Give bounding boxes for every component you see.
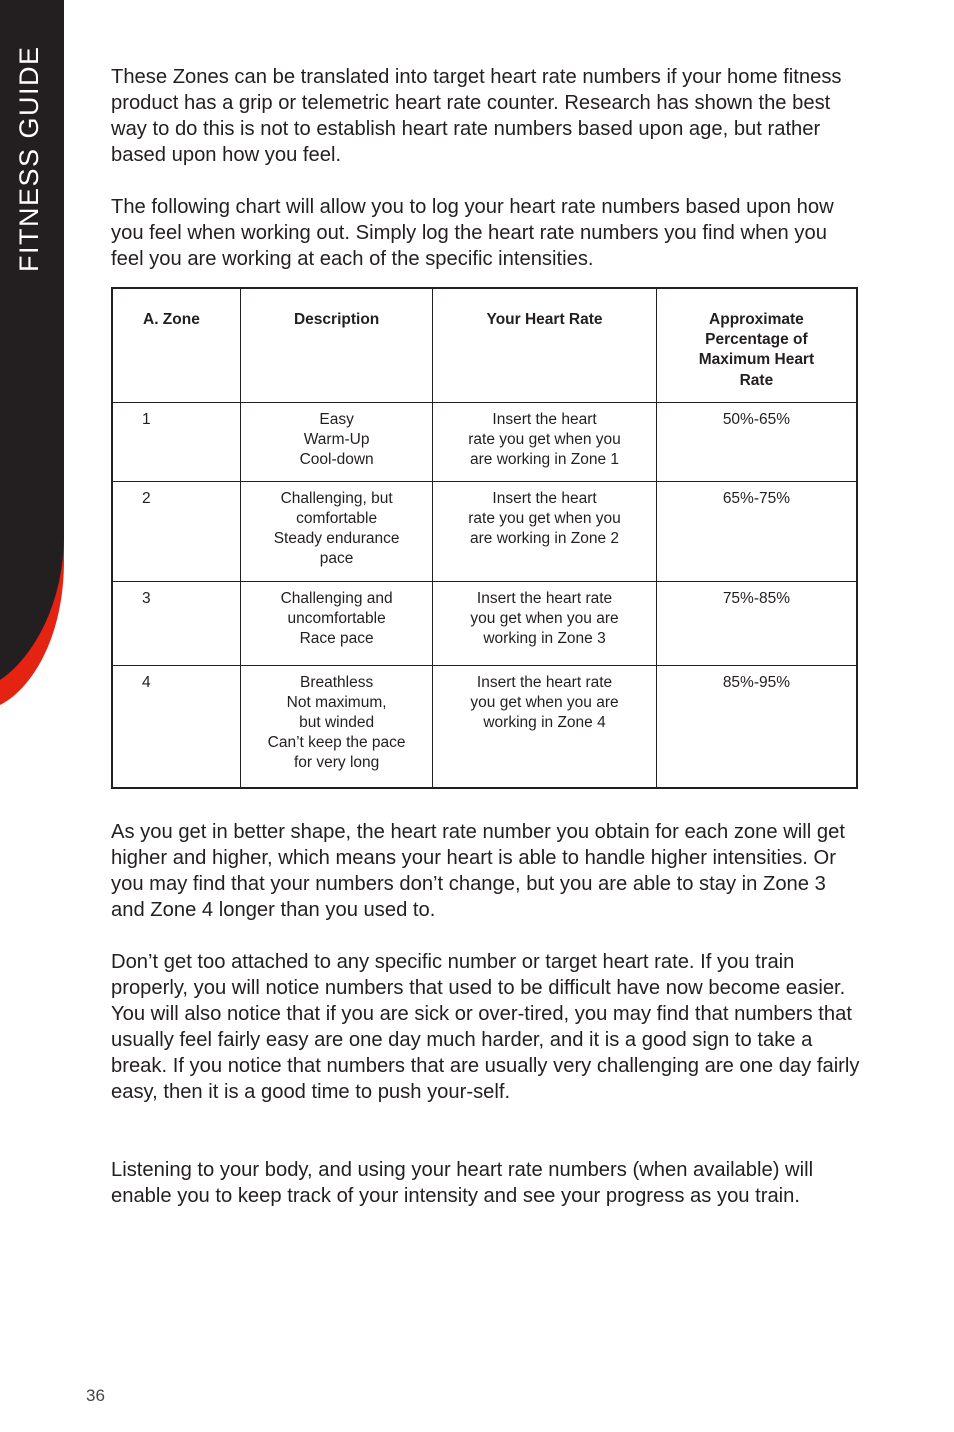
percentage-cell: 85%-95% [656,665,857,788]
heart-rate-cell: Insert the heart rate you get when you are working in Zone 4 [433,665,657,788]
header-heart-rate: Your Heart Rate [433,288,657,402]
heart-rate-cell: Insert the heart rate you get when you are working in Zone 2 [433,481,657,581]
header-zone: A. Zone [112,288,241,402]
zone-cell: 4 [112,665,241,788]
listening-paragraph: Listening to your body, and using your heart rate numbers (when available) will enable you to keep track of your intensity and see your progress as you train. [111,1159,814,1207]
header-description: Description [241,288,433,402]
header-percentage: Approximate Percentage of Maximum Heart Rate [656,288,857,402]
description-cell: Challenging, but comfortable Steady endurance pace [241,481,433,581]
heart-rate-cell: Insert the heart rate you get when you are working in Zone 1 [433,402,657,481]
sidebar-band [0,0,66,720]
table-header-row [112,288,857,402]
percentage-cell: 75%-85% [656,581,857,665]
description-cell: Easy Warm-Up Cool-down [241,402,433,481]
zone-cell: 3 [112,581,241,665]
zone-cell: 2 [112,481,241,581]
table-row [112,402,857,481]
page-number: 36 [86,1386,105,1405]
description-cell: Breathless Not maximum, but winded Can’t keep the pace for very long [241,665,433,788]
heart-rate-zone-table [111,287,858,789]
section-label: FITNESS GUIDE [14,45,44,272]
attachment-paragraph: Don’t get too attached to any specific number or target heart rate. If you train properly, you will notice numbers that used to be difficult have now become easier. You will also notice that if you are sick or over-tired, you may find that numbers that usually feel fairly easy are one day much harder, and it is a good sign to take a break. If you notice that numbers that are usually very challenging are one day fairly easy, then it is a good time to push your-self. [111,951,860,1103]
chart-instructions-paragraph: The following chart will allow you to log your heart rate numbers based upon how you feel when working out. Simply log the heart rate numbers you find when you feel you are working at each of the specific intensities. [111,196,834,270]
percentage-cell: 65%-75% [656,481,857,581]
zone-cell: 1 [112,402,241,481]
progress-paragraph: As you get in better shape, the heart rate number you obtain for each zone will get higher and higher, which means your heart is able to handle higher intensities. Or you may find that your numbers don’t change, but you are able to stay in Zone 3 and Zone 4 longer than you used to. [111,821,845,921]
description-cell: Challenging and uncomfortable Race pace [241,581,433,665]
percentage-cell: 50%-65% [656,402,857,481]
heart-rate-cell: Insert the heart rate you get when you are working in Zone 3 [433,581,657,665]
table-row [112,665,857,788]
table-row [112,581,857,665]
intro-paragraph: These Zones can be translated into target heart rate numbers if your home fitness product has a grip or telemetric heart rate counter. Research has shown the best way to do this is not to establish heart rate numbers based upon age, but rather based upon how you feel. [111,66,842,166]
table-row [112,481,857,581]
